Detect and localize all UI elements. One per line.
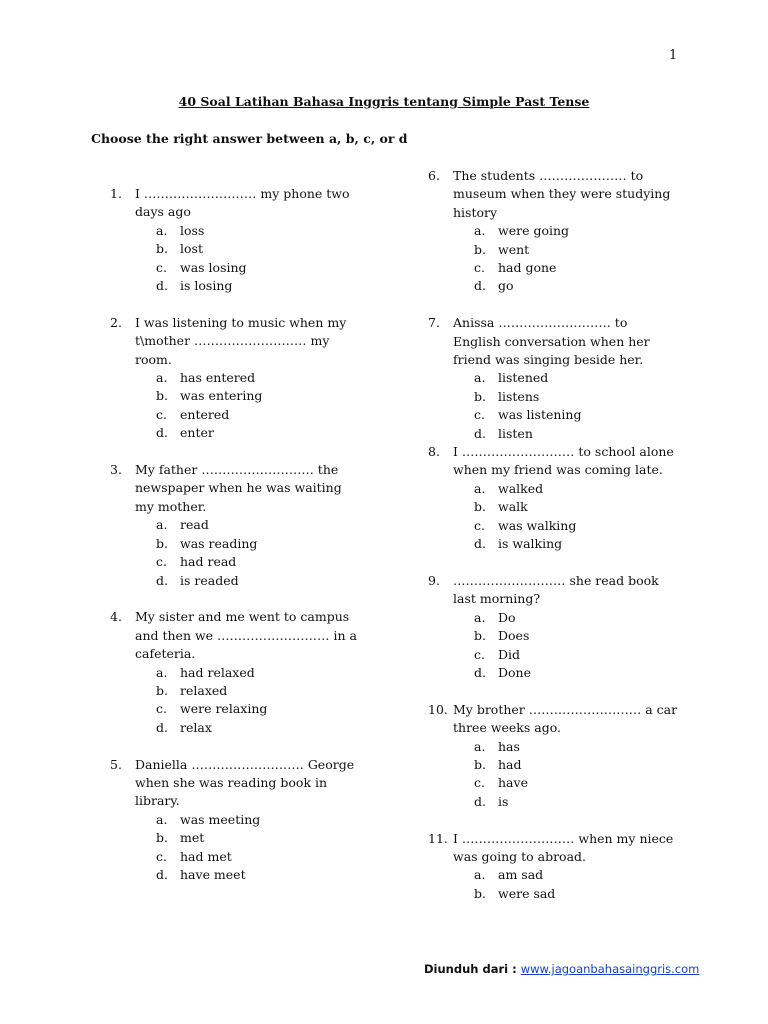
option-letter: c. bbox=[474, 407, 485, 423]
answer-option bbox=[453, 498, 678, 516]
answer-option bbox=[453, 646, 678, 664]
document-title: 40 Soal Latihan Bahasa Inggris tentang Simple Past Tense bbox=[178, 94, 590, 109]
answer-option bbox=[135, 240, 360, 258]
answer-options bbox=[453, 480, 678, 554]
option-letter: d. bbox=[156, 425, 168, 441]
answer-option bbox=[135, 387, 360, 405]
option-letter: c. bbox=[156, 406, 167, 422]
answer-option bbox=[135, 424, 360, 442]
option-letter: d. bbox=[474, 793, 486, 809]
option-text: was meeting bbox=[180, 811, 261, 827]
question-text: The students ………………… to museum when they were studying history bbox=[453, 168, 671, 220]
answer-option bbox=[453, 885, 678, 903]
question-item bbox=[110, 461, 360, 590]
answer-option bbox=[453, 517, 678, 535]
answer-options bbox=[453, 866, 678, 903]
option-letter: c. bbox=[474, 260, 485, 276]
question-text: I ……………………… when my niece was going to abroad. bbox=[453, 830, 674, 864]
answer-option bbox=[453, 535, 678, 553]
answer-options bbox=[135, 222, 360, 296]
answer-options bbox=[135, 811, 360, 885]
option-letter: a. bbox=[156, 222, 168, 238]
question-text: My brother ……………………… a car three weeks ago. bbox=[453, 701, 678, 736]
answer-option bbox=[135, 277, 360, 295]
answer-options bbox=[453, 738, 678, 812]
answer-options bbox=[135, 664, 360, 738]
question-number: 1. bbox=[110, 186, 122, 201]
answer-option bbox=[453, 756, 678, 774]
question-text: Daniella ……………………… George when she was reading book in library. bbox=[135, 756, 355, 809]
option-letter: d. bbox=[474, 664, 486, 680]
question-text: I ……………………… to school alone when my friend was coming late. bbox=[453, 444, 674, 478]
option-text: read bbox=[180, 517, 209, 533]
question-item bbox=[428, 701, 678, 811]
answer-option bbox=[135, 700, 360, 718]
instruction-text: Choose the right answer between a, b, c, or d bbox=[91, 131, 408, 146]
option-text: met bbox=[180, 830, 205, 846]
option-text: walked bbox=[498, 480, 544, 496]
option-letter: c. bbox=[156, 259, 167, 275]
option-text: Done bbox=[498, 664, 531, 680]
option-text: Do bbox=[498, 609, 516, 625]
answer-option bbox=[135, 572, 360, 590]
question-item bbox=[428, 572, 678, 682]
option-text: had relaxed bbox=[180, 664, 255, 680]
page-number: 1 bbox=[669, 48, 678, 63]
question-number: 8. bbox=[428, 444, 440, 460]
question-number: 7. bbox=[428, 315, 440, 331]
answer-option bbox=[453, 793, 678, 811]
question-text: My father ……………………… the newspaper when he was waiting my mother. bbox=[135, 462, 342, 514]
option-text: have meet bbox=[180, 866, 246, 882]
answer-options bbox=[453, 609, 678, 683]
option-letter: b. bbox=[156, 388, 168, 404]
option-text: is walking bbox=[498, 536, 563, 552]
option-letter: b. bbox=[474, 885, 486, 901]
option-text: listens bbox=[498, 388, 540, 404]
question-number: 4. bbox=[110, 609, 122, 625]
option-text: Did bbox=[498, 646, 521, 662]
option-letter: d. bbox=[474, 536, 486, 552]
answer-option bbox=[453, 277, 678, 295]
option-text: had bbox=[498, 756, 522, 772]
option-letter: b. bbox=[474, 241, 486, 257]
option-text: entered bbox=[180, 406, 230, 422]
option-text: was entering bbox=[180, 388, 263, 404]
option-text: is losing bbox=[180, 278, 233, 294]
option-text: was listening bbox=[498, 407, 582, 423]
footer bbox=[424, 962, 699, 976]
option-letter: a. bbox=[156, 664, 168, 680]
option-text: was reading bbox=[180, 535, 258, 551]
answer-option bbox=[135, 516, 360, 534]
option-text: is readed bbox=[180, 572, 239, 588]
answer-option bbox=[135, 553, 360, 571]
option-text: walk bbox=[498, 499, 528, 515]
option-letter: c. bbox=[474, 646, 485, 662]
option-text: was losing bbox=[180, 259, 247, 275]
option-letter: b. bbox=[474, 388, 486, 404]
option-letter: d. bbox=[474, 425, 486, 441]
answer-option bbox=[453, 369, 678, 387]
answer-option bbox=[135, 369, 360, 387]
answer-option bbox=[135, 848, 360, 866]
option-text: relax bbox=[180, 719, 212, 735]
question-item bbox=[110, 756, 360, 885]
answer-option bbox=[453, 627, 678, 645]
question-item bbox=[428, 167, 678, 296]
option-letter: a. bbox=[156, 370, 168, 386]
option-letter: a. bbox=[156, 517, 168, 533]
option-text: lost bbox=[180, 241, 203, 257]
answer-option bbox=[135, 664, 360, 682]
option-letter: d. bbox=[156, 572, 168, 588]
answer-option bbox=[135, 222, 360, 240]
option-letter: c. bbox=[156, 701, 167, 717]
question-item bbox=[428, 830, 678, 904]
answer-option bbox=[453, 241, 678, 259]
option-letter: d. bbox=[156, 866, 168, 882]
questions-column-left bbox=[110, 185, 360, 903]
answer-option bbox=[135, 535, 360, 553]
option-letter: a. bbox=[474, 370, 486, 386]
option-text: had met bbox=[180, 848, 232, 864]
questions-column-right bbox=[428, 167, 678, 922]
answer-options bbox=[135, 516, 360, 590]
question-item bbox=[110, 314, 360, 443]
answer-option bbox=[135, 682, 360, 700]
question-text: ……………………… she read book last morning? bbox=[453, 572, 659, 607]
option-letter: c. bbox=[156, 848, 167, 864]
question-item bbox=[428, 314, 678, 443]
answer-option bbox=[453, 222, 678, 240]
option-text: had read bbox=[180, 554, 237, 570]
option-text: is bbox=[498, 793, 509, 809]
option-letter: b. bbox=[156, 682, 168, 698]
option-letter: d. bbox=[474, 278, 486, 294]
option-text: listen bbox=[498, 425, 533, 441]
question-text: Anissa ……………………… to English conversation when her friend was singing beside her. bbox=[453, 315, 650, 368]
question-item bbox=[110, 185, 360, 295]
option-text: am sad bbox=[498, 867, 544, 883]
option-text: relaxed bbox=[180, 682, 228, 698]
question-text: I was listening to music when my t\mother ……………………… my room. bbox=[135, 314, 347, 367]
footer-label: Diunduh dari : bbox=[424, 962, 517, 976]
option-letter: a. bbox=[474, 223, 486, 239]
answer-options bbox=[453, 222, 678, 296]
question-number: 10. bbox=[428, 701, 448, 717]
option-letter: b. bbox=[474, 756, 486, 772]
question-item bbox=[110, 608, 360, 737]
question-number: 3. bbox=[110, 462, 122, 478]
answer-options bbox=[453, 369, 678, 443]
answer-option bbox=[453, 738, 678, 756]
answer-option bbox=[453, 609, 678, 627]
footer-link[interactable]: www.jagoanbahasainggris.com bbox=[520, 962, 700, 976]
answer-option bbox=[135, 259, 360, 277]
option-text: has entered bbox=[180, 370, 256, 386]
question-number: 5. bbox=[110, 756, 122, 772]
question-number: 6. bbox=[428, 168, 440, 183]
option-text: has bbox=[498, 738, 520, 754]
option-text: went bbox=[498, 241, 530, 257]
option-letter: a. bbox=[474, 480, 486, 496]
option-text: enter bbox=[180, 425, 214, 441]
option-letter: b. bbox=[474, 499, 486, 515]
answer-options bbox=[135, 369, 360, 443]
option-text: were sad bbox=[498, 885, 556, 901]
option-letter: a. bbox=[474, 867, 486, 883]
option-text: were relaxing bbox=[180, 701, 268, 717]
question-number: 2. bbox=[110, 314, 122, 330]
option-text: have bbox=[498, 775, 528, 791]
answer-option bbox=[453, 425, 678, 443]
option-letter: a. bbox=[474, 738, 486, 754]
option-text: go bbox=[498, 278, 514, 294]
answer-option bbox=[453, 406, 678, 424]
answer-option bbox=[135, 719, 360, 737]
answer-option bbox=[135, 811, 360, 829]
question-text: I ……………………… my phone two days ago bbox=[135, 186, 350, 220]
option-letter: b. bbox=[156, 241, 168, 257]
answer-option bbox=[453, 480, 678, 498]
option-letter: c. bbox=[474, 775, 485, 791]
answer-option bbox=[453, 259, 678, 277]
option-text: loss bbox=[180, 222, 205, 238]
option-text: listened bbox=[498, 370, 549, 386]
option-letter: d. bbox=[156, 719, 168, 735]
option-letter: c. bbox=[474, 517, 485, 533]
option-letter: a. bbox=[156, 811, 168, 827]
option-letter: b. bbox=[156, 830, 168, 846]
option-text: were going bbox=[498, 223, 570, 239]
answer-option bbox=[453, 664, 678, 682]
question-text: My sister and me went to campus and then we ……………………… in a cafeteria. bbox=[135, 609, 357, 662]
option-text: was walking bbox=[498, 517, 577, 533]
answer-option bbox=[135, 406, 360, 424]
option-letter: a. bbox=[474, 609, 486, 625]
answer-option bbox=[135, 829, 360, 847]
answer-option bbox=[453, 774, 678, 792]
question-item bbox=[428, 443, 678, 553]
option-text: Does bbox=[498, 628, 530, 644]
option-letter: b. bbox=[156, 535, 168, 551]
question-number: 11. bbox=[428, 830, 448, 846]
question-number: 9. bbox=[428, 572, 440, 588]
option-letter: b. bbox=[474, 628, 486, 644]
answer-option bbox=[453, 866, 678, 884]
option-letter: c. bbox=[156, 554, 167, 570]
answer-option bbox=[453, 388, 678, 406]
answer-option bbox=[135, 866, 360, 884]
option-text: had gone bbox=[498, 260, 557, 276]
option-letter: d. bbox=[156, 278, 168, 294]
